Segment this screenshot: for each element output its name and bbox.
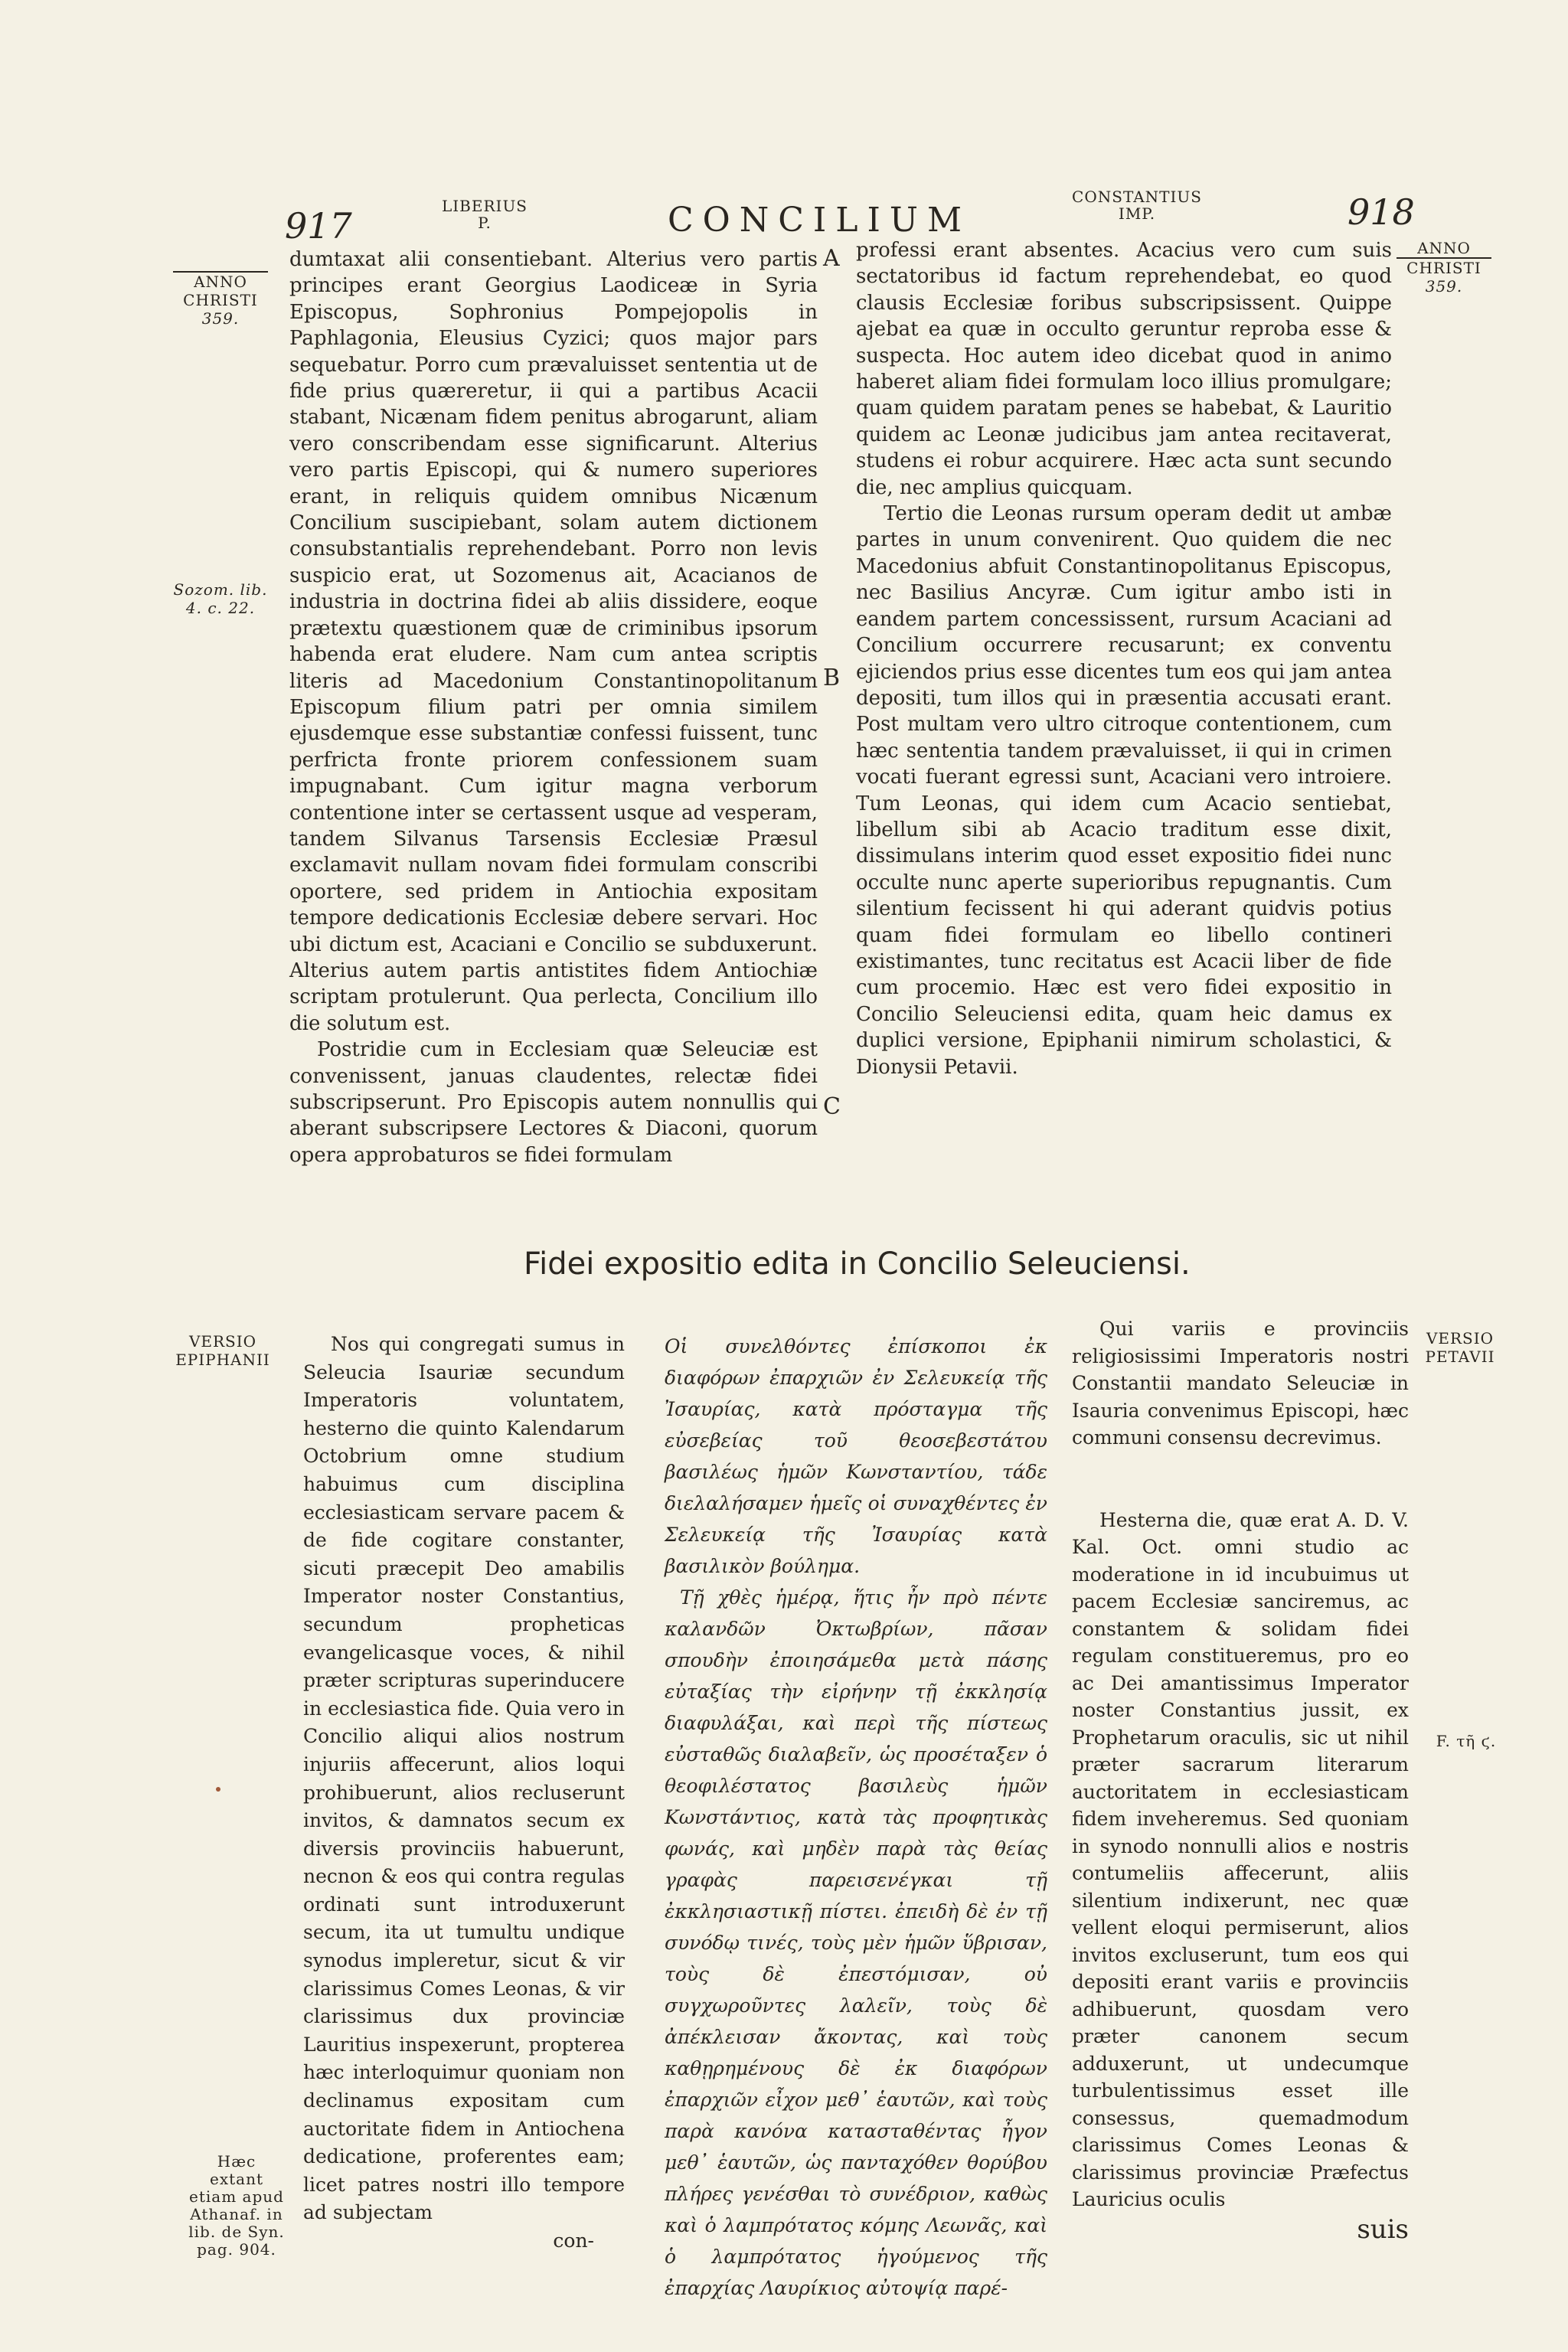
petavius-paragraph-2: Hesterna die, quæ erat A. D. V. Kal. Oct. omni studio ac moderatione in id incubuimus ut pacem Ecclesiæ sanciremus, ac constantem & solidam fidei regulam constitueremus, pro eo ac Dei amantissimus Imperator noster Constantius jussit, ex Prophetarum oraculis, sic ut nihil præter sacrarum literarum auctoritatem in ecclesiasticam fidem inveheremus. Sed quoniam in synodo nonnulli alios e nostris contumeliis affecerunt, aliis silentium indixerunt, nec quæ vellent eloqui permiserunt, alios invitos excluserunt, tum eos qui depositi erant variis e provinciis adhibuerunt, quosdam vero præter canonem secum adduxerunt, ut undecumque turbulentissimus esset ille consessus, quemadmodum clarissimus Comes Leonas & clarissimus provinciæ Præfectus Lauricius oculis xyxy=(1072,1508,1409,2210)
section-letter-a: A xyxy=(823,245,840,272)
haec-extant-line-4: lib. de Syn. xyxy=(188,2223,285,2241)
versio-epiphanii-line-2: EPIPHANII xyxy=(175,1351,270,1369)
epiphanius-catchword: con- xyxy=(553,2230,594,2252)
margin-haec-extant xyxy=(188,2153,285,2259)
margin-versio-epiphanii xyxy=(173,1332,273,1369)
margin-anno-left xyxy=(173,271,268,328)
epiphanius-text: Nos qui congregati sumus in Seleucia Isauriæ secundum Imperatoris voluntatem, hesterno die quinto Kalendarum Octobrium omne studium habuimus cum disciplina ecclesiasticam servare pacem & de fide cogitare constanter, sicuti præcepit Deo amabilis Imperator noster Constantius, secundum propheticas evangelicasque voces, & nihil præter scripturas superinducere in ecclesiastica fide. Quia vero in Concilio aliqui alios nostrum injuriis affecerunt, alios loqui prohibuerunt, alios recluserunt invitos, & damnatos secum ex diversis provinciis habuerunt, necnon & eos qui contra regulas ordinati sunt introduxerunt secum, ita ut tumultu undique synodus impleretur, sicut & vir clarissimus Comes Leonas, & vir clarissimus dux provinciæ Lauritius inspexerunt, propterea hæc interloquimur quoniam non declinamus expositam cum auctoritate fidem in Antiochena dedicatione, proferentes eam; licet patres nostri illo tempore ad subjectam xyxy=(303,1333,625,2224)
christi-right-word: CHRISTI xyxy=(1406,259,1481,277)
versio-petavii-line-1: VERSIO xyxy=(1426,1329,1494,1348)
sozomen-line-2: 4. c. 22. xyxy=(185,599,256,617)
haec-extant-line-2: etiam apud xyxy=(189,2187,284,2206)
section-letter-c: C xyxy=(823,1093,841,1120)
sozomen-line-1: Sozom. lib. xyxy=(173,580,268,599)
left-column xyxy=(289,247,818,1168)
anno-right-word: ANNO xyxy=(1396,239,1491,259)
haec-extant-line-1: Hæc extant xyxy=(210,2152,263,2188)
right-page-number: 918 xyxy=(1348,191,1415,233)
petavius-paragraph-1: Qui variis e provinciis religiosissimi Imperatoris nostri Constantii mandato Seleuciæ in Isauria convenimus Episcopi, hæc communi consensu decrevimus. xyxy=(1072,1318,1409,1449)
right-running-head xyxy=(1049,188,1225,222)
petavius-column xyxy=(1072,1315,1409,2243)
margin-anno-right xyxy=(1396,239,1491,296)
margin-sozomen xyxy=(173,580,268,617)
left-paragraph-1: dumtaxat alii consentiebant. Alterius vero partis principes erant Georgius Laodiceæ in Syria Episcopus, Sophronius Pompejopolis in Paphlagonia, Eleusius Cyzici; quos major pars sequebatur. Porro cum prævaluisset sententia ut de fide prius quæreretur, ii qui a partibus Acacii stabant, Nicænam fidem penitus abrogarunt, aliam vero conscribendam esse significarunt. Alterius vero partis Episcopi, qui & numero superiores erant, in reliquis quidem omnibus Nicænum Concilium suscipiebant, solam autem dictionem consubstantialis reprehendebant. Porro non levis suspicio erat, ut Sozomenus ait, Acacianos de industria in doctrina fidei ab aliis dissidere, eoque prætextu quæstionem quæ de criminibus ipsorum habenda erat eludere. Nam cum antea scriptis literis ad Macedonium Constantinopolitanum Episcopum filium patri per omnia similem ejusdemque esse substantiæ confessi fuissent, tunc perfricta fronte priorem confessionem suam impugnabant. Cum igitur magna verborum contentione inter se certassent usque ad vesperam, tandem Silvanus Tarsensis Ecclesiæ Præsul exclamavit nullam novam fidei formulam conscribi oportere, sed pridem in Antiochia expositam tempore dedicationis Ecclesiæ debere servari. Hoc ubi dictum est, Acaciani e Concilio se subduxerunt. Alterius autem partis antistites fidem Antiochiæ scriptam protulerunt. Qua perlecta, Concilium illo die solutum est. xyxy=(289,248,818,1035)
margin-dot xyxy=(216,1787,220,1792)
right-running-head-line-2: IMP. xyxy=(1118,204,1156,223)
christi-left-word: CHRISTI xyxy=(183,291,258,309)
margin-versio-petavii xyxy=(1410,1329,1510,1366)
greek-paragraph-1: Οἱ συνελθόντες ἐπίσκοποι ἐκ διαφόρων ἐπαρχιῶν ἐν Σελευκείᾳ τῆς Ἰσαυρίας, κατὰ πρόσταγμα τῆς εὐσεβείας τοῦ θεοσεβεστάτου βασιλέως ἡμῶν Κωνσταντίου, τάδε διελαλήσαμεν ἡμεῖς οἱ συναχθέντες ἐν Σελευκείᾳ τῆς Ἰσαυρίας κατὰ βασιλικὸν βούλημα. xyxy=(665,1335,1047,1577)
section-letter-b: B xyxy=(823,665,841,691)
year-left: 359. xyxy=(201,309,240,328)
greek-paragraph-2: Τῇ χθὲς ἡμέρᾳ, ἥτις ἦν πρὸ πέντε καλανδῶν Ὀκτωβρίων, πᾶσαν σπουδὴν ἐποιησάμεθα μετὰ πάσης εὐταξίας τὴν εἰρήνην τῇ ἐκκλησίᾳ διαφυλάξαι, καὶ περὶ τῆς πίστεως εὐσταθῶς διαλαβεῖν, ὡς προσέταξεν ὁ θεοφιλέστατος βασιλεὺς ἡμῶν Κωνστάντιος, κατὰ τὰς προφητικὰς φωνάς, καὶ μηδὲν παρὰ τὰς θείας γραφὰς παρεισενέγκαι τῇ ἐκκλησιαστικῇ πίστει. ἐπειδὴ δὲ ἐν τῇ συνόδῳ τινές, τοὺς μὲν ἡμῶν ὕβρισαν, τοὺς δὲ ἐπεστόμισαν, οὐ συγχωροῦντες λαλεῖν, τοὺς δὲ ἀπέκλεισαν ἄκοντας, καὶ τοὺς καθῃρημένους δὲ ἐκ διαφόρων ἐπαρχιῶν εἶχον μεθ᾽ ἑαυτῶν, καὶ τοὺς παρὰ κανόνα κατασταθέντας ἦγον μεθ᾽ ἑαυτῶν, ὡς πανταχόθεν θορύβου πλήρες γενέσθαι τὸ συνέδριον, καθὼς καὶ ὁ λαμπρότατος κόμης Λεωνᾶς, καὶ ὁ λαμπρότατος ἡγούμενος τῆς ἐπαρχίας Λαυρίκιος αὐτοψίᾳ παρέ- xyxy=(665,1586,1047,2299)
left-page-number: 917 xyxy=(285,205,352,247)
versio-epiphanii-line-1: VERSIO xyxy=(188,1332,257,1351)
epiphanius-column xyxy=(303,1331,625,2256)
versio-petavii-line-2: PETAVII xyxy=(1425,1348,1495,1366)
haec-extant-line-3: Athanaf. in xyxy=(190,2205,283,2223)
right-column xyxy=(856,237,1392,1080)
greek-column xyxy=(665,1331,1047,2304)
right-running-head-line-1: CONSTANTIUS xyxy=(1072,188,1202,206)
left-running-head xyxy=(435,198,534,231)
petavius-catchword: suis xyxy=(1357,2213,1409,2245)
right-paragraph-1: professi erant absentes. Acacius vero cum suis sectatoribus id factum reprehendebat, eo quod clausis Ecclesiæ foribus subscripsissent. Quippe ajebat ea quæ in occulto geruntur reproba esse & suspecta. Hoc autem ideo dicebat quod in animo haberet aliam fidei formulam loco illius promulgare; quam quidem paratam penes se habebat, & Lauritio quidem ac Leonæ judicibus jam antea recitaverat, studens ei robur acquirere. Hæc acta sunt secundo die, nec amplius quicquam. xyxy=(856,239,1392,499)
anno-left-word: ANNO xyxy=(173,271,268,291)
haec-extant-line-5: pag. 904. xyxy=(197,2240,276,2259)
left-running-head-line-1: LIBERIUS xyxy=(442,197,528,215)
right-paragraph-2: Tertio die Leonas rursum operam dedit ut ambæ partes in unum convenirent. Quo quidem die nec Macedonius abfuit Constantinopolitanus Episcopus, nec Basilius Ancyræ. Cum igitur ambo isti in eandem partem concessissent, rursum Acaciani ad Concilium occurrere recusarunt; ex conventu ejiciendos prius esse dicentes tum eos qui jam antea depositi, tum illos qui in præsentia accusati erant. Post multam vero ultro citroque contentionem, cum hæc sententia tandem prævaluisset, ii qui in crimen vocati fuerant egressi sunt, Acaciani vero introiere. Tum Leonas, qui idem cum Acacio sentiebat, libellum sibi ab Acacio traditum esse dixit, dissimulans interim quod esset expositio fidei nunc occulte nunc aperte superioribus repugnantis. Cum silentium fecissent hi qui aderant quidvis potius quam fidei formulam eo libello contineri existimantes, tunc recitatus est Acacii liber de fide cum procemio. Hæc est vero fidei expositio in Concilio Seleuciensi edita, quam heic damus ex duplici versione, Epiphanii nimirum scholastici, & Dionysii Petavii. xyxy=(856,502,1392,1079)
year-right: 359. xyxy=(1425,277,1463,296)
left-running-head-line-2: P. xyxy=(478,214,492,232)
margin-f-reference: F. τῆ ϛ. xyxy=(1436,1732,1497,1750)
page-title: CONCILIUM xyxy=(668,201,972,240)
section-title: Fidei expositio edita in Concilio Seleuciensi. xyxy=(524,1246,1191,1282)
left-paragraph-2: Postridie cum in Ecclesiam quæ Seleuciæ est convenissent, januas claudentes, relectæ fidei subscripserunt. Pro Episcopis autem nonnullis qui aberant subscripsere Lectores & Diaconi, quorum opera approbaturos se fidei formulam xyxy=(289,1038,818,1167)
